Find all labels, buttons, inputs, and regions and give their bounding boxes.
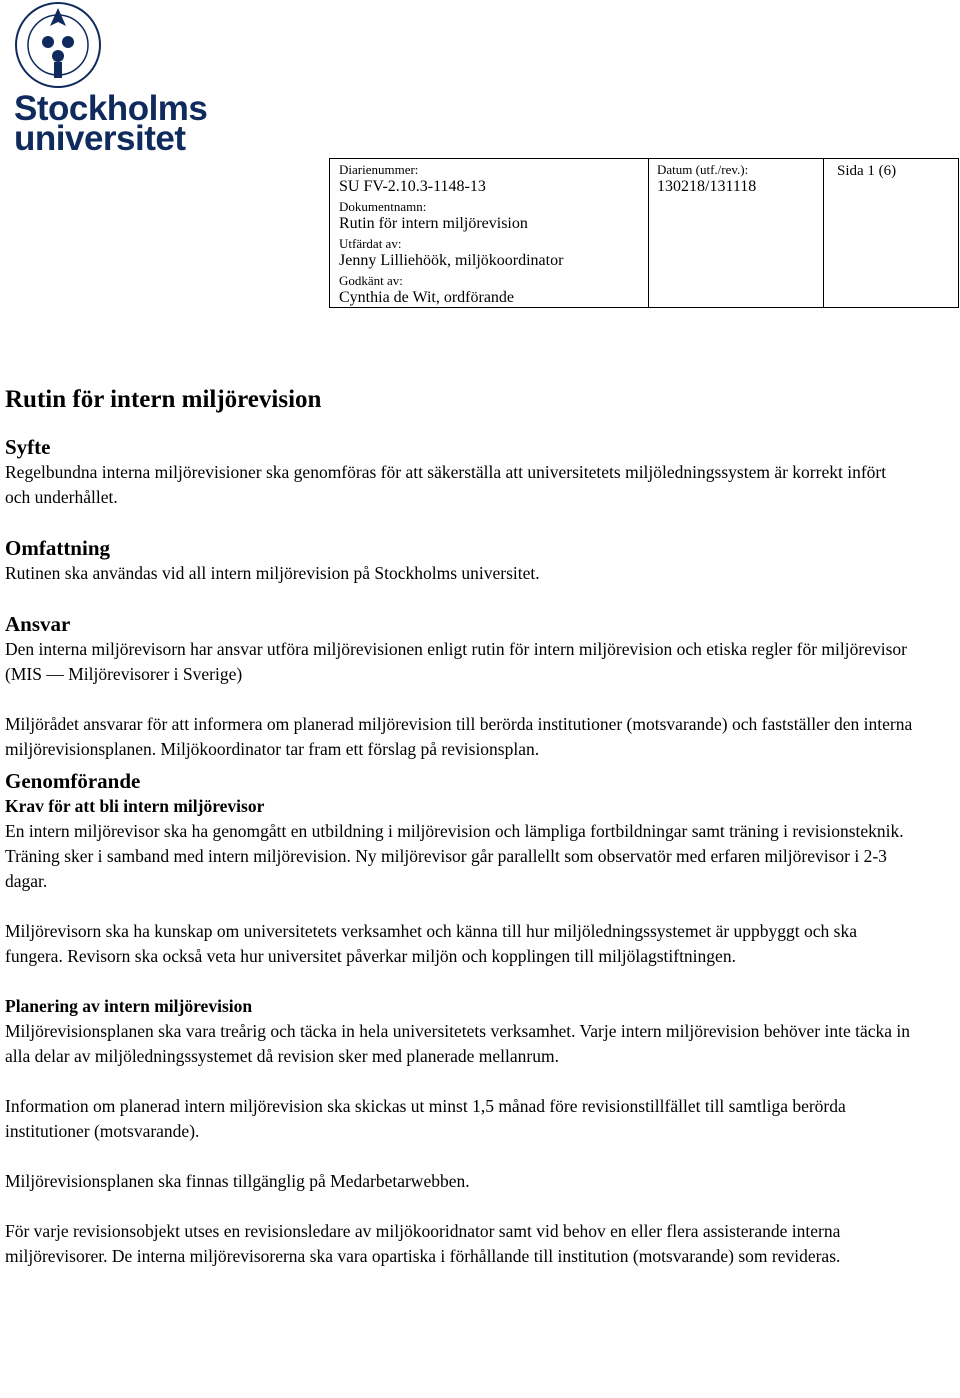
diarienummer-value: SU FV-2.10.3-1148-13 bbox=[339, 178, 486, 195]
datum-cell bbox=[657, 163, 756, 196]
omfattning-heading: Omfattning bbox=[5, 536, 110, 560]
godkant-label: Godkänt av: bbox=[339, 273, 403, 288]
dokumentnamn-label: Dokumentnamn: bbox=[339, 199, 427, 214]
genomforande-heading: Genomförande bbox=[5, 769, 141, 793]
diarienummer-cell bbox=[339, 163, 486, 196]
ansvar-paragraph-2: Miljörådet ansvarar för att informera om planerad miljörevision till berörda institutioner (motsvarande) och fastställer den interna miljörevisionsplanen. Miljökoordinator tar fram ett förslag på revisionsplan. bbox=[5, 714, 913, 759]
utfardat-cell bbox=[339, 237, 563, 270]
university-seal-icon bbox=[6, 0, 116, 95]
omfattning-text: Rutinen ska användas vid all intern miljörevision på Stockholms universitet. bbox=[5, 563, 540, 583]
planering-paragraph-2: Information om planerad intern miljörevision ska skickas ut minst 1,5 månad före revisionstillfället till samtliga berörda institutioner (motsvarande). bbox=[5, 1096, 846, 1141]
datum-label: Datum (utf./rev.): bbox=[657, 162, 749, 177]
ansvar-paragraph-1: Den interna miljörevisorn har ansvar utföra miljörevisionen enligt rutin för intern miljörevision och etiska regler för miljörevisor (MIS — Miljörevisorer i Sverige) bbox=[5, 639, 907, 684]
utfardat-value: Jenny Lilliehöök, miljökoordinator bbox=[339, 252, 564, 269]
university-logo bbox=[6, 0, 208, 158]
ansvar-heading: Ansvar bbox=[5, 612, 71, 636]
krav-paragraph-1: En intern miljörevisor ska ha genomgått en utbildning i miljörevision och lämpliga fortbildningar samt träning i revisionsteknik. Träning sker i samband med intern miljörevision. Ny miljörevisor går parallellt som observatör med erfaren miljörevisor i 2-3 dagar. bbox=[5, 821, 904, 891]
document-body bbox=[5, 384, 915, 1269]
planering-heading: Planering av intern miljörevision bbox=[5, 996, 253, 1016]
utfardat-label: Utfärdat av: bbox=[339, 236, 402, 251]
planering-paragraph-3: Miljörevisionsplanen ska finnas tillgänglig på Medarbetarwebben. bbox=[5, 1171, 470, 1191]
dokumentnamn-cell bbox=[339, 200, 528, 233]
document-title: Rutin för intern miljörevision bbox=[5, 386, 322, 413]
syfte-text: Regelbundna interna miljörevisioner ska genomföras för att säkerställa att universitetets miljöledningssystem är korrekt infört och underhållet. bbox=[5, 462, 887, 507]
planering-paragraph-1: Miljörevisionsplanen ska vara treårig och täcka in hela universitetets verksamhet. Varje intern miljörevision behöver inte täcka in alla delar av miljöledningssystemet då revision sker med planerade mellanrum. bbox=[5, 1021, 911, 1066]
dokumentnamn-value: Rutin för intern miljörevision bbox=[339, 215, 528, 232]
diarienummer-label: Diarienummer: bbox=[339, 162, 419, 177]
godkant-cell bbox=[339, 274, 514, 307]
header-divider bbox=[648, 159, 649, 307]
syfte-heading: Syfte bbox=[5, 435, 51, 459]
logo-line1: Stockholms bbox=[14, 89, 208, 128]
document-header-table bbox=[329, 158, 959, 308]
planering-paragraph-4: För varje revisionsobjekt utses en revisionsledare av miljökooridnator samt vid behov en eller flera assisterande interna miljörevisorer. De interna miljörevisorerna ska vara opartiska i förhållande till institution (motsvarande) som revideras. bbox=[5, 1221, 841, 1266]
logo-line2: universitet bbox=[14, 119, 186, 158]
header-divider bbox=[823, 159, 824, 307]
krav-heading: Krav för att bli intern miljörevisor bbox=[5, 796, 265, 816]
datum-value: 130218/131118 bbox=[657, 178, 757, 195]
page-number: Sida 1 (6) bbox=[837, 163, 897, 179]
krav-paragraph-2: Miljörevisorn ska ha kunskap om universitetets verksamhet och känna till hur miljöledningssystemet är uppbyggt och ska fungera. Revisorn ska också veta hur universitet påverkar miljön och kopplingen till miljölagstiftningen. bbox=[5, 921, 857, 966]
godkant-value: Cynthia de Wit, ordförande bbox=[339, 289, 515, 306]
